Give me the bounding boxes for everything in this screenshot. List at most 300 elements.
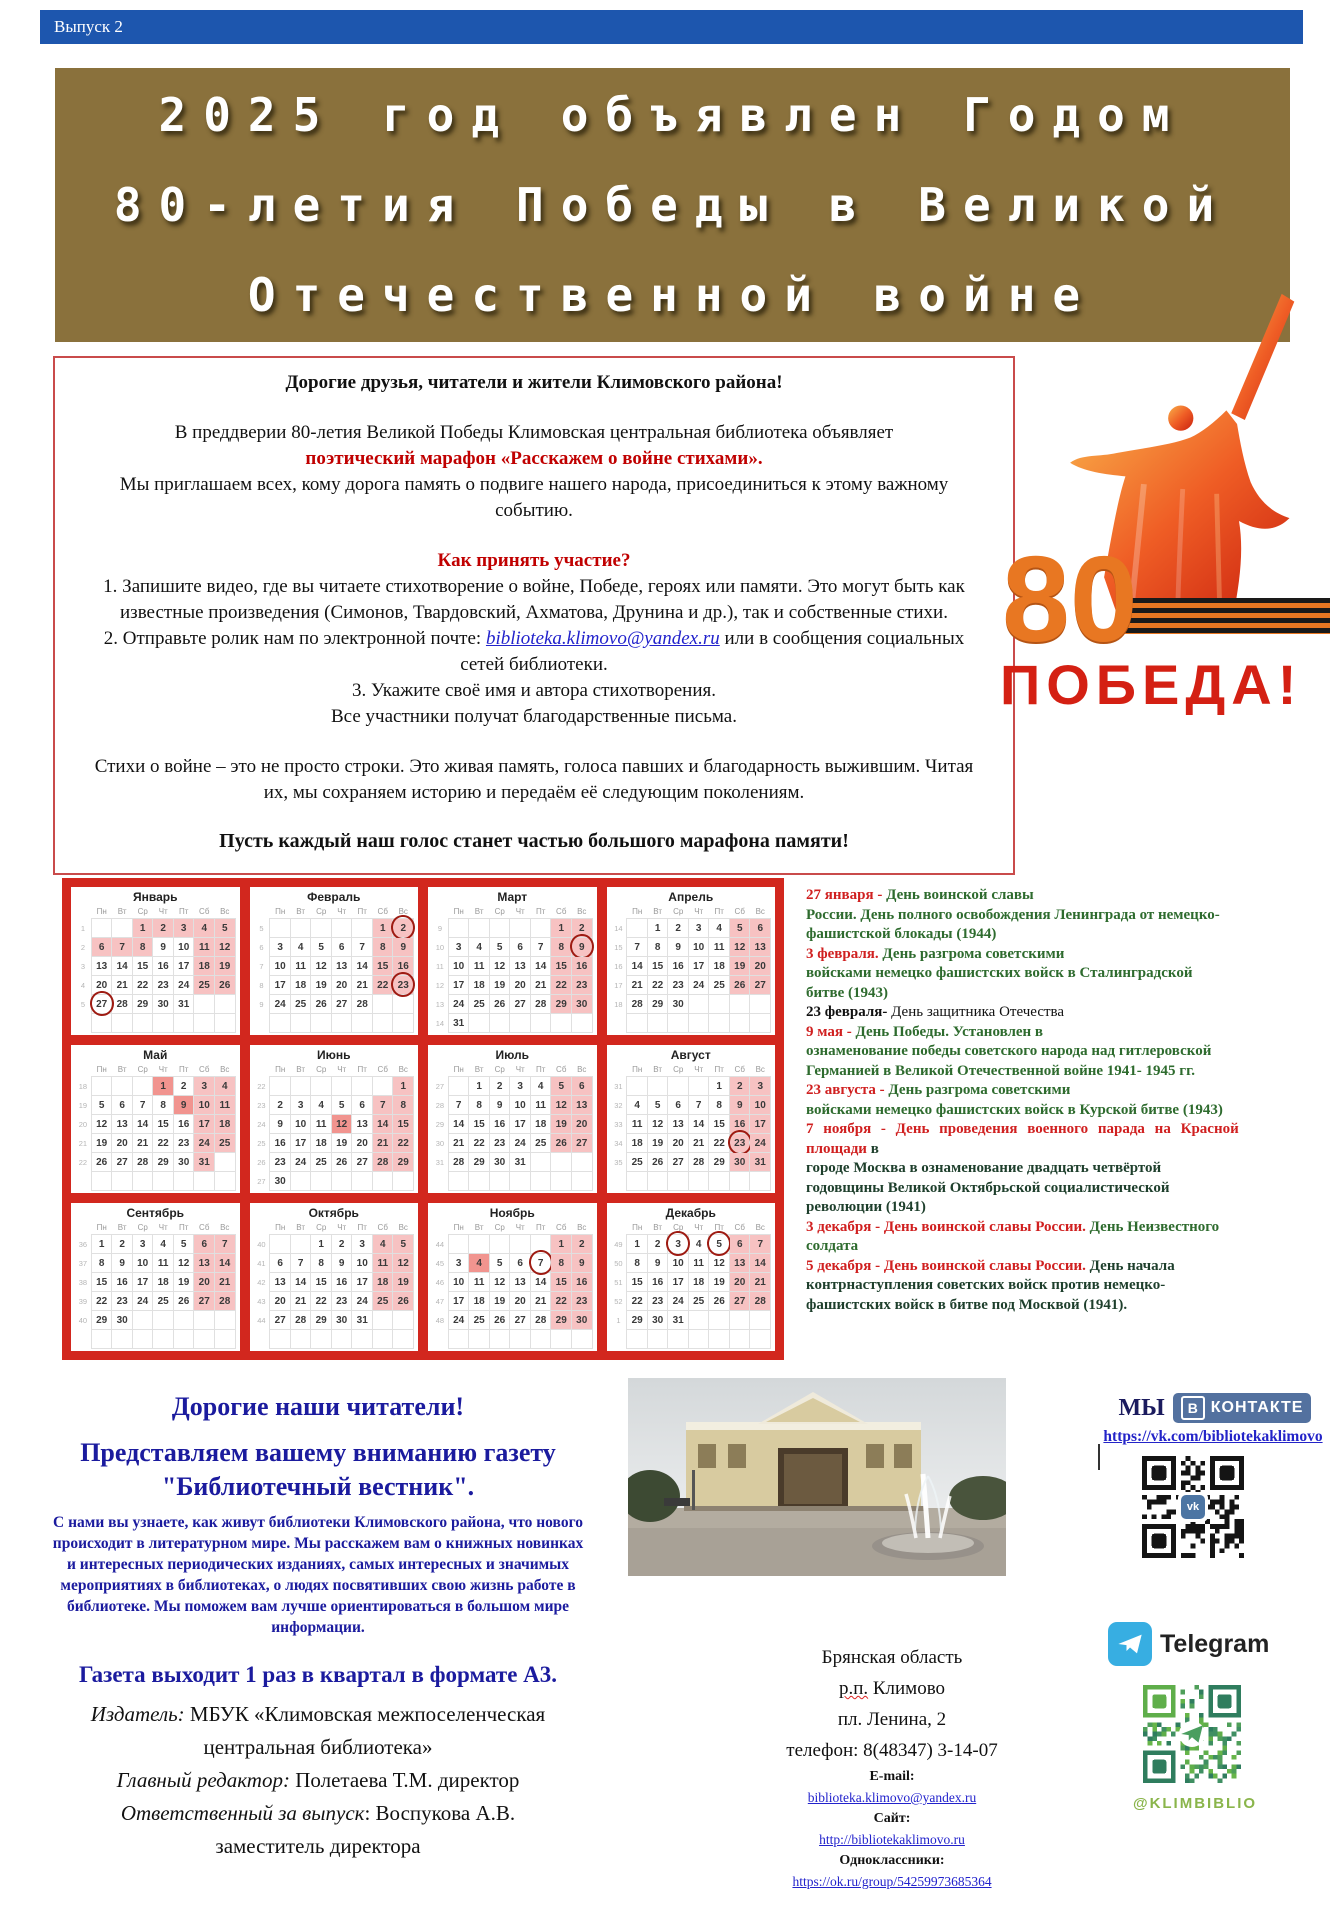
weekday-header: Чт (337, 1065, 347, 1074)
day-cell: 3 (510, 1077, 531, 1096)
text-cursor-artifact (1098, 1444, 1100, 1470)
month-Июнь (250, 1045, 419, 1193)
day-cell: 23 (571, 1292, 592, 1311)
empty-cell (91, 919, 112, 938)
month-title: Июль (495, 1048, 530, 1062)
month-Декабрь (607, 1203, 776, 1351)
day-cell: 14 (372, 1115, 393, 1134)
empty-cell (571, 1330, 592, 1349)
empty-cell (194, 995, 215, 1014)
how-to-item-2: 2. Отправьте ролик нам по электронной почте: biblioteka.klimovo@yandex.ru или в сообщения социальных сетей библиотеки. (103, 628, 965, 675)
weekday-header: Пт (536, 1223, 546, 1232)
day-cell: 24 (448, 995, 469, 1014)
day-cell: 25 (530, 1134, 551, 1153)
day-cell: 4 (627, 1096, 648, 1115)
empty-cell (311, 919, 332, 938)
day-cell: 3 (352, 1235, 373, 1254)
empty-cell (112, 1077, 133, 1096)
empty-cell (448, 1235, 469, 1254)
day-cell: 21 (627, 976, 648, 995)
day-cell: 17 (173, 957, 194, 976)
weekday-header: Ср (494, 1065, 505, 1074)
day-cell: 26 (551, 1134, 572, 1153)
day-cell: 17 (290, 1134, 311, 1153)
empty-cell (270, 1330, 291, 1349)
empty-cell (668, 1014, 689, 1033)
day-cell: 3 (290, 1096, 311, 1115)
empty-cell (530, 1172, 551, 1191)
weekday-header: Пн (632, 907, 643, 916)
weekday-header: Чт (515, 1223, 525, 1232)
day-cell: 14 (530, 1273, 551, 1292)
week-number: 1 (616, 1315, 621, 1325)
empty-cell (214, 1014, 235, 1033)
weekday-header: Вс (398, 1065, 408, 1074)
day-cell: 3 (194, 1077, 215, 1096)
day-cell: 4 (530, 1077, 551, 1096)
weekday-header: Сб (377, 1223, 388, 1232)
day-cell: 5 (489, 1254, 510, 1273)
week-number: 31 (614, 1081, 623, 1091)
day-cell: 24 (668, 1292, 689, 1311)
memorial-date-item: 23 августа - День разгрома советскими войсками немецко фашистских войск в Курской битве (1943) (806, 1082, 1223, 1118)
weekday-header: Вс (755, 1223, 765, 1232)
day-cell: 10 (448, 957, 469, 976)
site-link[interactable]: http://bibliotekaklimovo.ru (819, 1832, 965, 1847)
day-cell: 13 (352, 1115, 373, 1134)
day-cell: 18 (469, 1292, 490, 1311)
empty-cell (489, 1330, 510, 1349)
day-cell: 25 (214, 1134, 235, 1153)
empty-cell (709, 1172, 730, 1191)
empty-cell (352, 1172, 373, 1191)
week-number: 51 (614, 1277, 623, 1287)
day-cell: 21 (530, 1292, 551, 1311)
weekday-header: Ср (673, 1223, 684, 1232)
week-number (611, 1330, 627, 1349)
day-cell: 30 (173, 1153, 194, 1172)
day-cell: 20 (510, 1292, 531, 1311)
day-cell: 25 (469, 995, 490, 1014)
day-cell: 21 (352, 976, 373, 995)
day-cell: 5 (311, 938, 332, 957)
month-Апрель (607, 887, 776, 1035)
week-number (432, 1172, 448, 1191)
weekday-header: Ср (137, 907, 148, 916)
empty-cell (173, 1330, 194, 1349)
month-title: Сентябрь (126, 1206, 185, 1220)
week-number: 37 (78, 1258, 88, 1268)
day-cell: 2 (153, 919, 174, 938)
day-cell: 10 (750, 1096, 771, 1115)
day-cell: 27 (668, 1153, 689, 1172)
empty-cell (194, 1311, 215, 1330)
day-cell: 12 (489, 957, 510, 976)
day-cell: 27 (510, 995, 531, 1014)
day-cell: 15 (372, 957, 393, 976)
month-Январь (71, 887, 240, 1035)
weekday-header: Пт (714, 1223, 724, 1232)
empty-cell (372, 1077, 393, 1096)
announcement-title: Дорогие друзья, читатели и жители Климовского района! (285, 372, 783, 393)
month-title: Апрель (668, 890, 714, 904)
empty-cell (647, 1077, 668, 1096)
day-cell: 16 (112, 1273, 133, 1292)
empty-cell (668, 1172, 689, 1191)
weekday-header: Ср (673, 907, 684, 916)
empty-cell (750, 1014, 771, 1033)
day-cell: 26 (173, 1292, 194, 1311)
empty-cell (173, 1311, 194, 1330)
thanks-line: Все участники получат благодарственные письма. (331, 706, 737, 727)
empty-cell (510, 1172, 531, 1191)
week-number: 23 (257, 1100, 266, 1110)
day-cell: 7 (372, 1096, 393, 1115)
day-cell: 11 (627, 1115, 648, 1134)
weekday-header: Ср (673, 1065, 684, 1074)
weekday-header: Пт (179, 1065, 189, 1074)
day-cell: 27 (729, 1292, 750, 1311)
weekday-header: Ср (316, 1065, 327, 1074)
week-number: 3 (80, 961, 86, 971)
weekday-header: Пт (179, 1223, 189, 1232)
weekday-header: Вс (755, 907, 765, 916)
empty-cell (489, 1014, 510, 1033)
empty-cell (393, 1014, 414, 1033)
weekday-header: Сб (199, 1223, 210, 1232)
contact-email-link[interactable]: biblioteka.klimovo@yandex.ru (807, 1790, 977, 1805)
week-number: 52 (614, 1296, 623, 1306)
day-cell: 19 (214, 957, 235, 976)
week-number: 5 (259, 923, 264, 933)
day-cell: 20 (571, 1115, 592, 1134)
day-cell: 20 (750, 957, 771, 976)
week-number: 9 (259, 999, 264, 1009)
empty-cell (571, 1153, 592, 1172)
weekday-header: Чт (694, 1065, 704, 1074)
week-number: 43 (257, 1296, 266, 1306)
day-cell: 3 (750, 1077, 771, 1096)
day-cell: 30 (153, 995, 174, 1014)
empty-cell (270, 1014, 291, 1033)
week-number: 48 (435, 1315, 445, 1325)
day-cell: 13 (331, 957, 352, 976)
memorial-date-item: 5 декабря - День воинской славы России. День начала контрнаступления советских войск против немецко- фашистских войск в битве под Москвой (1941). (806, 1257, 1175, 1313)
day-cell: 1 (311, 1235, 332, 1254)
day-cell: 5 (729, 919, 750, 938)
day-cell: 15 (91, 1273, 112, 1292)
day-cell: 16 (489, 1115, 510, 1134)
day-cell: 26 (393, 1292, 414, 1311)
empty-cell (393, 1330, 414, 1349)
day-cell: 23 (331, 1292, 352, 1311)
weekday-header: Пн (96, 907, 107, 916)
day-cell: 10 (510, 1096, 531, 1115)
day-cell: 11 (469, 957, 490, 976)
day-cell: 16 (647, 1273, 668, 1292)
empty-cell (688, 1014, 709, 1033)
day-cell: 26 (489, 995, 510, 1014)
day-cell: 1 (91, 1235, 112, 1254)
announcement-marathon: поэтический марафон «Расскажем о войне стихами». (305, 448, 763, 469)
weekday-header: Сб (734, 1223, 745, 1232)
month-Август (607, 1045, 776, 1193)
weekday-header: Вс (577, 1065, 587, 1074)
day-cell: 6 (729, 1235, 750, 1254)
day-cell: 16 (571, 957, 592, 976)
day-cell: 30 (112, 1311, 133, 1330)
empty-cell (214, 1330, 235, 1349)
empty-cell (688, 1311, 709, 1330)
empty-cell (627, 1014, 648, 1033)
readers-block (48, 1392, 588, 1638)
weekday-header: Ср (137, 1223, 148, 1232)
day-cell: 16 (668, 957, 689, 976)
weekday-header: Чт (158, 1065, 168, 1074)
day-cell: 15 (132, 957, 153, 976)
day-cell: 2 (489, 1077, 510, 1096)
day-cell: 9 (331, 1254, 352, 1273)
empty-cell (270, 919, 291, 938)
issue-label: Выпуск 2 (54, 17, 123, 36)
memorial-date-item: 7 ноября - День проведения военного парада на Красной площади в городе Москва в ознаменование двадцать четвёртой годовщины Великой Октябрьской социалистической революции (1941) (806, 1121, 1239, 1215)
day-cell: 7 (112, 938, 133, 957)
day-cell: 28 (112, 995, 133, 1014)
empty-cell (214, 1172, 235, 1191)
empty-cell (489, 1235, 510, 1254)
day-cell: 10 (194, 1096, 215, 1115)
day-cell: 19 (551, 1115, 572, 1134)
weekday-header: Вт (474, 1065, 484, 1074)
day-cell: 16 (173, 1115, 194, 1134)
day-cell: 1 (393, 1077, 414, 1096)
weekday-header: Пн (632, 1223, 643, 1232)
day-cell: 14 (112, 957, 133, 976)
empty-cell (290, 1014, 311, 1033)
day-cell: 23 (668, 976, 689, 995)
empty-cell (709, 1330, 730, 1349)
day-cell: 17 (448, 976, 469, 995)
empty-cell (750, 1330, 771, 1349)
week-number: 50 (614, 1258, 623, 1268)
week-number (254, 1330, 270, 1349)
week-number: 33 (614, 1119, 623, 1129)
month-title: Июнь (317, 1048, 351, 1062)
day-cell: 19 (311, 976, 332, 995)
empty-cell (448, 1172, 469, 1191)
email-link[interactable]: biblioteka.klimovo@yandex.ru (485, 628, 720, 649)
week-number (611, 1172, 627, 1191)
day-cell: 25 (688, 1292, 709, 1311)
day-cell: 18 (530, 1115, 551, 1134)
vkontakte-badge: В КОНТАКТЕ (1173, 1393, 1312, 1423)
week-number: 32 (614, 1100, 623, 1110)
day-cell: 29 (647, 995, 668, 1014)
day-cell: 14 (352, 957, 373, 976)
day-cell: 8 (551, 1254, 572, 1273)
day-cell: 27 (750, 976, 771, 995)
day-cell: 25 (311, 1153, 332, 1172)
day-cell: 20 (112, 1134, 133, 1153)
week-number: 12 (435, 980, 445, 990)
day-cell: 9 (153, 938, 174, 957)
day-cell: 27 (270, 1311, 291, 1330)
empty-cell (372, 1014, 393, 1033)
day-cell: 10 (352, 1254, 373, 1273)
empty-cell (688, 995, 709, 1014)
banner-line-3: Отечественной войне (247, 268, 1098, 322)
day-cell: 6 (112, 1096, 133, 1115)
day-cell: 3 (448, 1254, 469, 1273)
day-cell: 22 (469, 1134, 490, 1153)
day-cell: 10 (668, 1254, 689, 1273)
day-cell: 20 (510, 976, 531, 995)
week-number: 39 (78, 1296, 88, 1306)
empty-cell (668, 1077, 689, 1096)
month-title: Декабрь (665, 1206, 716, 1220)
weekday-header: Вт (296, 1065, 306, 1074)
day-cell: 11 (311, 1115, 332, 1134)
day-cell: 6 (510, 1254, 531, 1273)
day-cell: 7 (352, 938, 373, 957)
day-cell: 8 (709, 1096, 730, 1115)
empty-cell (530, 919, 551, 938)
empty-cell (688, 1077, 709, 1096)
day-cell: 28 (352, 995, 373, 1014)
day-cell: 1 (153, 1077, 174, 1096)
odnoklassniki-link[interactable]: https://ok.ru/group/54259973685364 (792, 1874, 992, 1889)
contact-phone: телефон: 8(48347) 3-14-07 (786, 1740, 998, 1761)
empty-cell (448, 919, 469, 938)
day-cell: 3 (448, 938, 469, 957)
day-cell: 20 (729, 1273, 750, 1292)
publisher-block (68, 1698, 568, 1863)
day-cell: 7 (530, 938, 551, 957)
day-cell: 29 (132, 995, 153, 1014)
week-number: 20 (78, 1119, 88, 1129)
empty-cell (214, 1153, 235, 1172)
empty-cell (469, 1330, 490, 1349)
weekday-header: Вт (117, 1223, 127, 1232)
vk-group-link[interactable]: https://vk.com/bibliotekaklimovo (1103, 1428, 1323, 1445)
day-cell: 12 (489, 1273, 510, 1292)
day-cell: 26 (729, 976, 750, 995)
readers-text: С нами вы узнаете, как живут библиотеки Климовского района, что нового происходит в литературном мире. Мы расскажем вам о книжных новинках и интересных периодических изданиях, самых интересных и значимых мероприятиях в библиотеках, о людях посвятивших свою жизнь работе в библиотеке. Мы поможем вам лучше ориентироваться в большом мире информации. (52, 1514, 584, 1636)
weekday-header: Вт (117, 1065, 127, 1074)
week-number: 2 (80, 942, 86, 952)
day-cell: 21 (530, 976, 551, 995)
memorial-date-item: 3 декабря - День воинской славы России. День Неизвестного солдата (806, 1218, 1220, 1254)
day-cell: 8 (551, 938, 572, 957)
week-number: 19 (78, 1100, 88, 1110)
day-cell: 31 (173, 995, 194, 1014)
day-cell: 1 (551, 919, 572, 938)
empty-cell (647, 1014, 668, 1033)
day-cell: 6 (352, 1096, 373, 1115)
empty-cell (372, 1311, 393, 1330)
day-cell: 8 (393, 1096, 414, 1115)
day-cell: 20 (352, 1134, 373, 1153)
weekday-header: Пн (453, 1223, 464, 1232)
day-cell: 23 (729, 1134, 750, 1153)
day-cell: 29 (551, 1311, 572, 1330)
announcement-p1: В преддверии 80-летия Великой Победы Климовская центральная библиотека объявляет (174, 422, 894, 443)
day-cell: 14 (448, 1115, 469, 1134)
day-cell: 12 (393, 1254, 414, 1273)
day-cell: 7 (448, 1096, 469, 1115)
day-cell: 1 (469, 1077, 490, 1096)
day-cell: 6 (668, 1096, 689, 1115)
day-cell: 7 (627, 938, 648, 957)
month-title: Январь (133, 890, 178, 904)
week-number: 30 (435, 1138, 445, 1148)
month-Июль (428, 1045, 597, 1193)
day-cell: 25 (372, 1292, 393, 1311)
day-cell: 22 (372, 976, 393, 995)
weekday-header: Пт (536, 907, 546, 916)
weekday-header: Пт (714, 907, 724, 916)
editor-line: Главный редактор: Полетаева Т.М. директор (116, 1768, 520, 1792)
day-cell: 30 (331, 1311, 352, 1330)
empty-cell (729, 1014, 750, 1033)
empty-cell (551, 1153, 572, 1172)
empty-cell (311, 1330, 332, 1349)
day-cell: 20 (270, 1292, 291, 1311)
weekday-header: Вс (577, 907, 587, 916)
weekday-header: Чт (337, 1223, 347, 1232)
week-number: 44 (257, 1315, 266, 1325)
week-number: 34 (614, 1138, 623, 1148)
week-number: 24 (257, 1119, 266, 1129)
day-cell: 28 (688, 1153, 709, 1172)
empty-cell (91, 1330, 112, 1349)
vk-link-wrap (1078, 1428, 1344, 1446)
how-to-title: Как принять участие? (437, 550, 631, 571)
empty-cell (132, 1172, 153, 1191)
day-cell: 23 (112, 1292, 133, 1311)
day-cell: 21 (132, 1134, 153, 1153)
day-cell: 30 (647, 1311, 668, 1330)
empty-cell (551, 1172, 572, 1191)
day-cell: 31 (194, 1153, 215, 1172)
day-cell: 15 (709, 1115, 730, 1134)
day-cell: 4 (469, 1254, 490, 1273)
empty-cell (510, 1330, 531, 1349)
telegram-banner (1108, 1622, 1338, 1666)
day-cell: 3 (270, 938, 291, 957)
empty-cell (750, 1311, 771, 1330)
weekday-header: Вт (296, 907, 306, 916)
day-cell: 18 (469, 976, 490, 995)
empty-cell (214, 1311, 235, 1330)
weekday-header: Пн (96, 1065, 107, 1074)
telegram-handle: @KLIMBIBLIO (1132, 1795, 1258, 1812)
weekday-header: Вс (398, 907, 408, 916)
week-number: 10 (435, 942, 445, 952)
week-number: 40 (257, 1239, 266, 1249)
day-cell: 16 (729, 1115, 750, 1134)
day-cell: 24 (132, 1292, 153, 1311)
day-cell: 14 (627, 957, 648, 976)
day-cell: 15 (311, 1273, 332, 1292)
weekday-header: Ср (316, 1223, 327, 1232)
weekday-header: Чт (694, 907, 704, 916)
week-number: 14 (435, 1018, 445, 1028)
day-cell: 5 (331, 1096, 352, 1115)
week-number: 41 (257, 1258, 266, 1268)
day-cell: 7 (750, 1235, 771, 1254)
weekday-header: Чт (515, 1065, 525, 1074)
